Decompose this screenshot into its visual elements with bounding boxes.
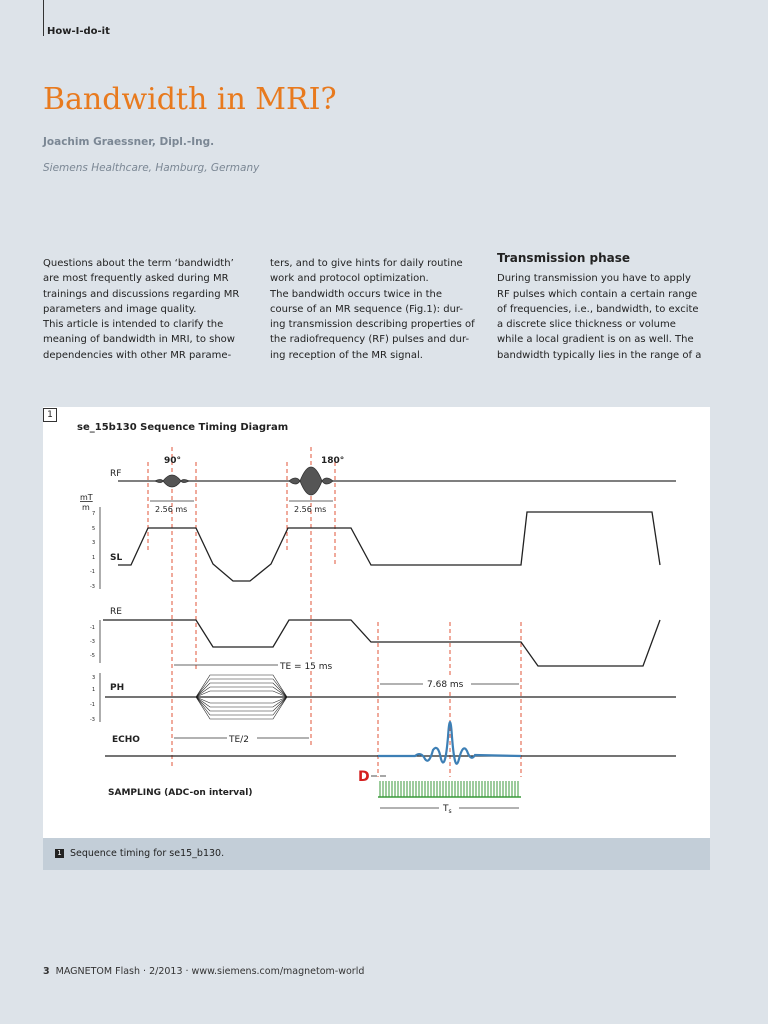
text-line: During transmission you have to apply (497, 273, 691, 285)
d-marker-label: D (358, 769, 370, 785)
body-column-2 (270, 256, 478, 363)
tick-label: 7 (92, 511, 96, 517)
sl-waveform (118, 512, 660, 581)
tick-label: 1 (92, 555, 96, 561)
unit-numerator: mT (80, 493, 93, 502)
pulse-180-label: 180° (321, 456, 345, 466)
echo-label: ECHO (112, 735, 140, 745)
sl-label: SL (110, 553, 123, 563)
ph-ticks (90, 675, 95, 723)
figure-title: se_15b130 Sequence Timing Diagram (77, 422, 289, 433)
ph-step (196, 697, 287, 715)
ph-step (196, 697, 287, 711)
timing-diagram (43, 407, 710, 838)
figure-number: 1 (43, 408, 57, 422)
guide-lines (148, 447, 521, 777)
tick-label: -1 (90, 702, 95, 708)
text-line: while a local gradient is on as well. The (497, 334, 694, 346)
adc-samples (380, 781, 518, 797)
caption-bar (43, 838, 710, 870)
rf-pulse-90 (155, 475, 189, 487)
ph-step (196, 691, 287, 697)
section-label: How-I-do-it (47, 26, 110, 37)
body-column-1 (43, 256, 251, 363)
ph-step (196, 683, 287, 697)
ph-step (196, 697, 287, 719)
tick-label: -1 (90, 569, 95, 575)
duration-180: 2.56 ms (294, 505, 327, 514)
tick-label: -3 (90, 584, 95, 590)
ph-step (196, 675, 287, 697)
footer-text: MAGNETOM Flash · 2/2013 · www.siemens.com/magnetom-world (55, 966, 365, 977)
te-label: TE = 15 ms (280, 662, 333, 672)
text-line: of frequencies, i.e., bandwidth, to excite (497, 303, 699, 315)
text-line: meaning of bandwidth in MRI, to show (43, 334, 235, 346)
tick-label: -3 (90, 717, 95, 723)
text-line: ing transmission describing properties of (270, 319, 475, 331)
ph-step (196, 687, 287, 697)
body-column-3 (497, 251, 705, 363)
text-line: parameters and image quality. (43, 303, 197, 315)
unit-denominator: m (82, 503, 90, 512)
duration-90: 2.56 ms (155, 505, 188, 514)
author: Joachim Graessner, Dipl.-Ing. (43, 136, 215, 148)
caption-text: Sequence timing for se15_b130. (70, 848, 225, 859)
ts-main: T (443, 804, 449, 814)
re-label: RE (110, 607, 122, 617)
text-line: are most frequently asked during MR (43, 273, 229, 285)
rf-pulse-180 (289, 467, 333, 495)
section-rule (43, 0, 44, 36)
text-line: a discrete slice thickness or volume (497, 319, 676, 331)
re-waveform (103, 620, 660, 666)
ph-step (196, 679, 287, 697)
tick-label: -3 (90, 639, 95, 645)
timing-diagram-figure (43, 407, 710, 838)
text-line: ters, and to give hints for daily routine (270, 258, 463, 269)
te-half-label: TE/2 (229, 735, 249, 745)
text-line: bandwidth typically lies in the range of a (497, 349, 702, 361)
ph-label: PH (110, 683, 125, 693)
subheading: Transmission phase (497, 251, 631, 265)
ts-subscript: s (448, 808, 452, 815)
rf-label: RF (110, 469, 122, 479)
text-line: the radiofrequency (RF) pulses and dur- (270, 334, 470, 346)
ph-step (196, 697, 287, 703)
sampling-label: SAMPLING (ADC-on interval) (108, 788, 253, 798)
caption-badge: 1 (55, 849, 64, 858)
sl-ticks (90, 511, 95, 590)
text-line: RF pulses which contain a certain range (497, 288, 698, 300)
text-line: course of an MR sequence (Fig.1): dur- (270, 303, 463, 315)
echo-duration-label: 7.68 ms (427, 680, 464, 690)
pulse-90-label: 90° (164, 456, 182, 466)
re-ticks (90, 625, 95, 659)
article-title: Bandwidth in MRI? (43, 82, 337, 117)
tick-label: -1 (90, 625, 95, 631)
tick-label: 3 (92, 675, 96, 681)
text-line: ing reception of the MR signal. (270, 349, 423, 361)
footer (43, 966, 364, 977)
tick-label: -5 (90, 653, 95, 659)
text-line: This article is intended to clarify the (43, 319, 224, 331)
text-line: trainings and discussions regarding MR (43, 288, 240, 300)
ph-step (196, 697, 287, 707)
text-line: Questions about the term ‘bandwidth’ (43, 258, 234, 269)
affiliation: Siemens Healthcare, Hamburg, Germany (43, 162, 260, 174)
text-line: The bandwidth occurs twice in the (270, 288, 443, 300)
tick-label: 3 (92, 540, 96, 546)
text-line: dependencies with other MR parame- (43, 349, 232, 361)
tick-label: 5 (92, 526, 96, 532)
page-number: 3 (43, 966, 50, 977)
text-line: work and protocol optimization. (270, 273, 429, 285)
tick-label: 1 (92, 687, 96, 693)
